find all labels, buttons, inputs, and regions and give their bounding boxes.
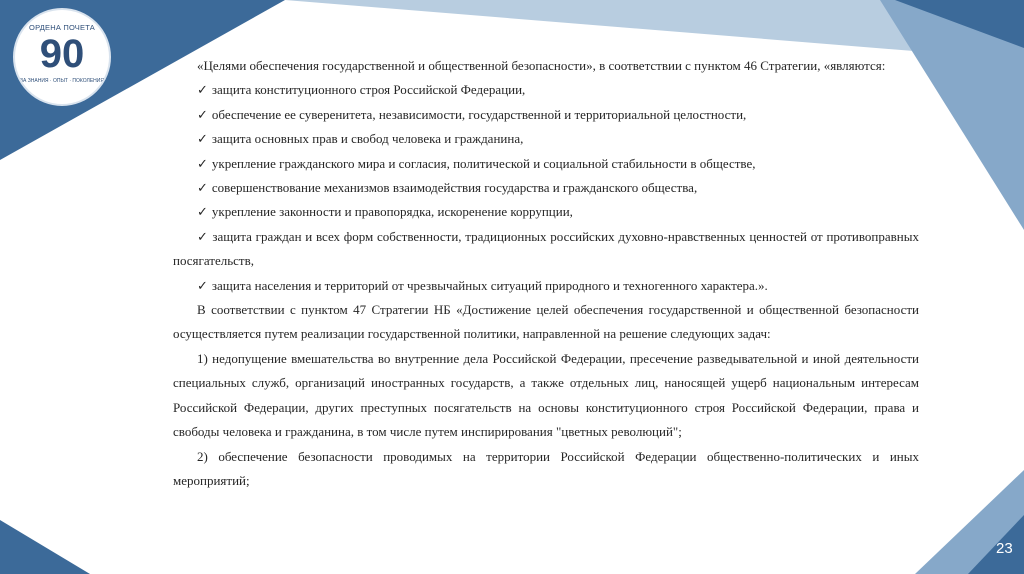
task-item-2: 2) обеспечение безопасности проводимых на территории Российской Федерации общественно-политических и иных мероприятий; [173,448,919,488]
bullet-item [173,225,919,274]
bullet-text: укрепление законности и правопорядка, искоренение коррупции, [211,204,573,220]
bullet-text: защита граждан и всех форм собственности, традиционных российских духовно-нравственных ценностей от противоправных посягательств, [173,228,919,269]
slide-text-body [173,54,919,493]
checkmark-icon: ✓ [197,131,208,147]
intro-paragraph: «Целями обеспечения государственной и общественной безопасности», в соответствии с пунктом 46 Стратегии, «являются: [197,58,886,73]
anniversary-logo [13,8,111,106]
checkmark-icon: ✓ [197,228,209,244]
bullet-text: защита населения и территорий от чрезвычайных ситуаций природного и техногенного характера.». [211,277,768,293]
bullet-item [173,274,919,298]
bullet-item [173,78,919,102]
logo-top-text: ОРДЕНА ПОЧЕТА [29,23,95,32]
checkmark-icon: ✓ [197,106,208,122]
bullet-text: укрепление гражданского мира и согласия, политической и социальной стабильности в обществе, [211,155,756,171]
bullet-item [173,176,919,200]
bottom-left-dark-triangle [0,520,90,574]
logo-bottom-text: ЗА ЗНАНИЯ · ОПЫТ · ПОКОЛЕНИЯ [20,78,104,84]
bullet-text: защита конституционного строя Российской Федерации, [211,82,526,98]
strategy-paragraph: В соответствии с пунктом 47 Стратегии НБ «Достижение целей обеспечения государственной и общественной безопасности осуществляется путем реализации государственной политики, направленной на решение следующих задач: [173,302,919,342]
checkmark-icon: ✓ [197,155,208,171]
checkmark-icon: ✓ [197,82,208,98]
page-number: 23 [996,540,1013,557]
bullet-item [173,127,919,151]
bullet-item [173,103,919,127]
bullet-text: обеспечение ее суверенитета, независимости, государственной и территориальной целостности, [211,106,747,122]
checkmark-icon: ✓ [197,204,208,220]
bullet-item [173,200,919,224]
checkmark-icon: ✓ [197,180,208,196]
bullet-text: защита основных прав и свобод человека и гражданина, [211,131,524,147]
bullet-item [173,152,919,176]
bullet-text: совершенствование механизмов взаимодействия государства и гражданского общества, [211,180,698,196]
checkmark-icon: ✓ [197,277,208,293]
logo-anniversary-number: 90 [39,32,85,76]
task-item-1: 1) недопущение вмешательства во внутренние дела Российской Федерации, пресечение разведывательной и иной деятельности специальных служб, организаций иностранных государств, а также отдельных лиц, наносящей ущерб национальным интересам Российской Федерации, других преступных посягательств на основы конституционного строя Российской Федерации, права и свободы человека и гражданина, в том числе путем инспирирования "цветных революций"; [173,350,919,440]
